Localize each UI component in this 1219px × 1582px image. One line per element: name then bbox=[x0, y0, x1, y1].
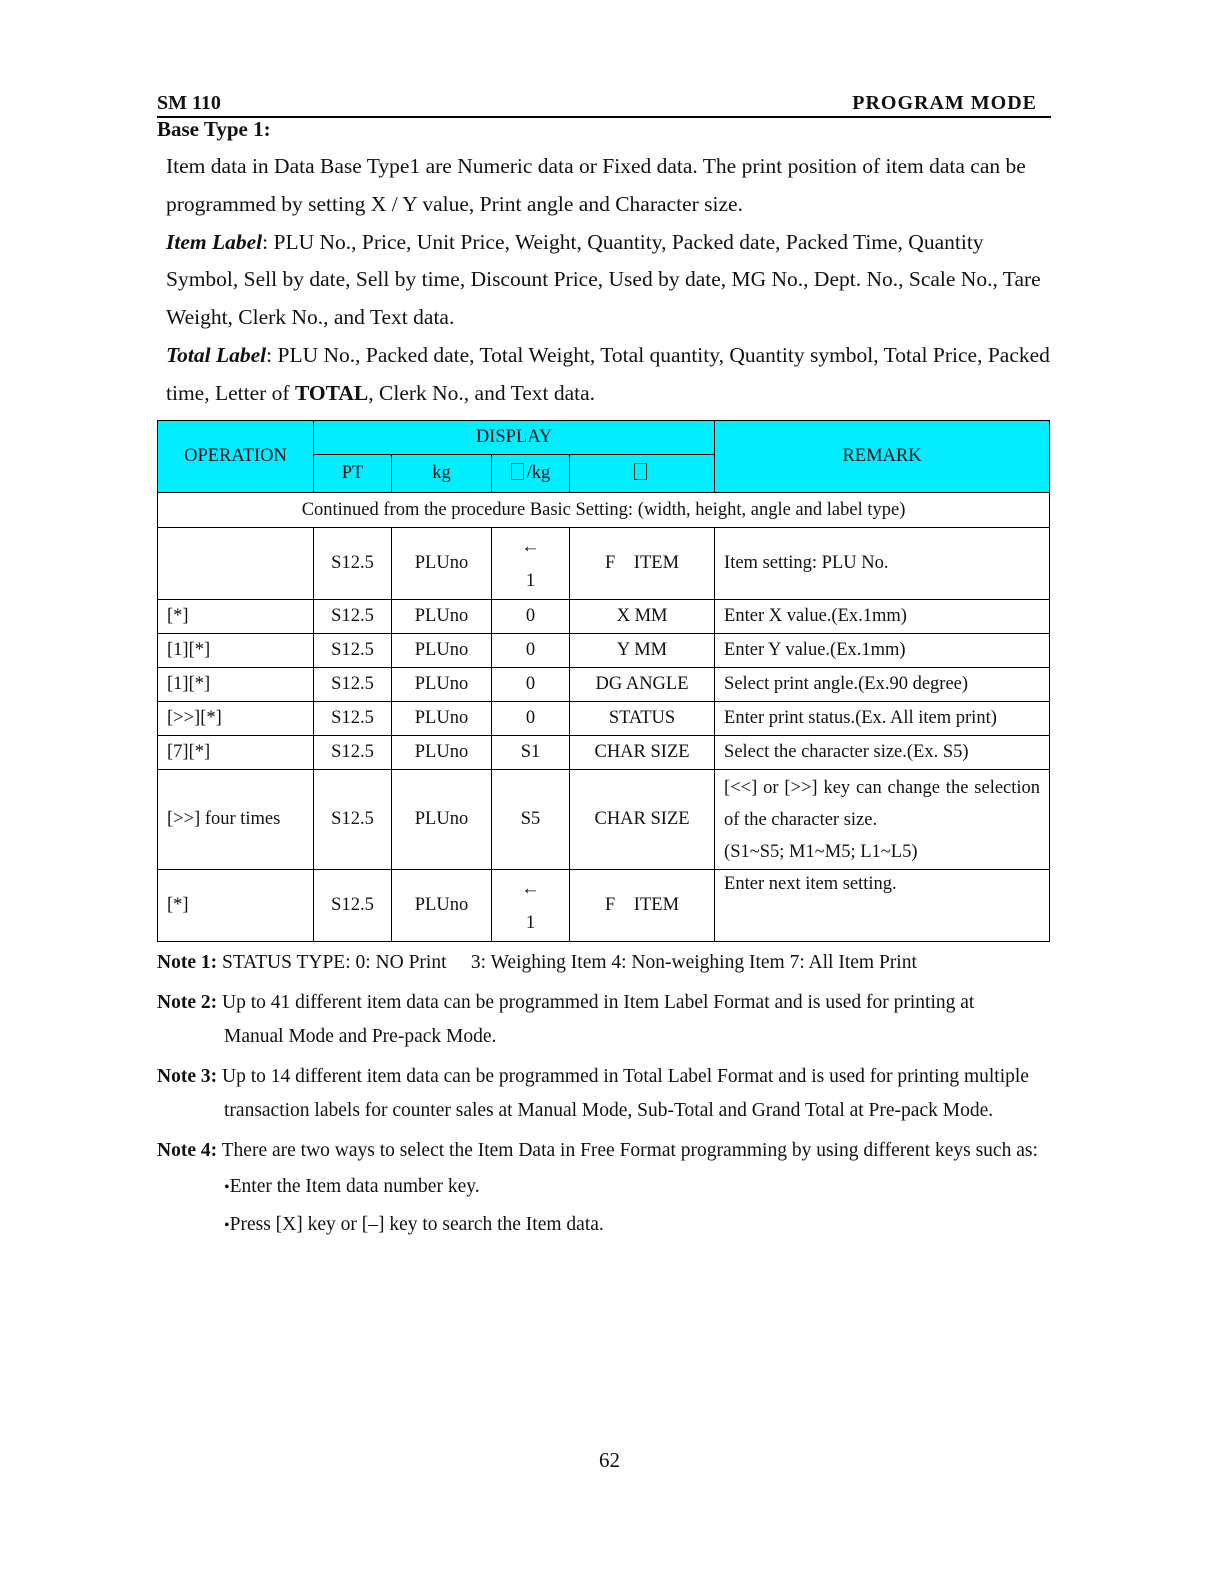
header-display: DISPLAY bbox=[314, 421, 715, 455]
total-label-text: : PLU No., Packed date, Total Weight, Total quantity, Quantity symbol, Total Price, Packed time, Letter of bbox=[166, 342, 1050, 405]
note-1: Note 1: STATUS TYPE: 0: NO Print 3: Weighing Item 4: Non-weighing Item 7: All Item Print bbox=[157, 952, 917, 973]
item-label-paragraph bbox=[166, 224, 1056, 337]
arrow-icon: ← bbox=[521, 536, 540, 557]
total-label-paragraph bbox=[166, 337, 1056, 413]
item-label-title: Item Label bbox=[166, 229, 263, 254]
note-4: Note 4: There are two ways to select the Item Data in Free Format programming by using different keys such as: bbox=[157, 1140, 1038, 1161]
header-section: PROGRAM MODE bbox=[852, 92, 1037, 114]
table-row: [*] S12.5 PLUno ← 1 F ITEM Enter next item setting. bbox=[158, 870, 1050, 942]
bullet-icon: • bbox=[224, 1179, 230, 1196]
bullet-item: •Enter the Item data number key. bbox=[224, 1176, 480, 1197]
arrow-icon: ← bbox=[521, 878, 540, 899]
remark-sizes: (S1~S5; M1~M5; L1~L5) bbox=[724, 841, 918, 862]
continued-row: Continued from the procedure Basic Setting: (width, height, angle and label type) bbox=[158, 493, 1050, 528]
header-model: SM 110 bbox=[157, 92, 221, 114]
page-number: 62 bbox=[599, 1448, 620, 1472]
header-kg: kg bbox=[392, 455, 492, 493]
table-row: [*] S12.5 PLUno 0 X MM Enter X value.(Ex.1mm) bbox=[158, 600, 1050, 634]
running-header bbox=[157, 92, 1051, 118]
table-row: [1][*] S12.5 PLUno 0 Y MM Enter Y value.(Ex.1mm) bbox=[158, 634, 1050, 668]
note-3: Note 3: Up to 14 different item data can be programmed in Total Label Format and is used for printing multiple transaction labels for counter sales at Manual Mode, Sub-Total and Grand Total at Pre-pack Mode. bbox=[157, 1066, 1029, 1121]
remark-text: [<<] or [>>] key can change the selection of the character size. bbox=[724, 777, 1041, 830]
header-pt: PT bbox=[314, 455, 392, 493]
item-label-text: : PLU No., Price, Unit Price, Weight, Quantity, Packed date, Packed Time, Quantity Symbol, Sell by date, Sell by time, Discount Price, Used by date, MG No., Dept. No., Scale No., Tare Weight, Clerk No., and Text data. bbox=[166, 229, 1041, 330]
bullet-item: •Press [X] key or [–] key to search the Item data. bbox=[224, 1214, 604, 1235]
table-row: [1][*] S12.5 PLUno 0 DG ANGLE Select print angle.(Ex.90 degree) bbox=[158, 668, 1050, 702]
table-row: [7][*] S12.5 PLUno S1 CHAR SIZE Select the character size.(Ex. S5) bbox=[158, 736, 1050, 770]
header-per-kg: /kg bbox=[492, 455, 570, 493]
header-operation: OPERATION bbox=[158, 421, 314, 493]
bullet-icon: • bbox=[224, 1217, 230, 1234]
section-title: Base Type 1: bbox=[157, 117, 271, 141]
intro-text bbox=[166, 148, 1056, 413]
note-2: Note 2: Up to 41 different item data can be programmed in Item Label Format and is used for printing at Manual Mode and Pre-pack Mode. bbox=[157, 992, 975, 1047]
table-row: S12.5 PLUno ← 1 F ITEM Item setting: PLU No. bbox=[158, 528, 1050, 600]
currency-box-icon bbox=[634, 463, 647, 480]
total-label-title: Total Label bbox=[166, 342, 267, 367]
total-label-tail: , Clerk No., and Text data. bbox=[368, 380, 596, 405]
table-row: [>>] four times S12.5 PLUno S5 CHAR SIZE [<<] or [>>] key can change the selection of the character size. (S1~S5; M1~M5; L1~L5) bbox=[158, 770, 1050, 870]
currency-box-icon bbox=[511, 463, 524, 480]
intro-paragraph: Item data in Data Base Type1 are Numeric data or Fixed data. The print position of item data can be programmed by setting X / Y value, Print angle and Character size. bbox=[166, 154, 1026, 216]
operation-table bbox=[157, 420, 1050, 942]
notes-section bbox=[157, 946, 1057, 1244]
header-price bbox=[570, 455, 715, 493]
header-remark: REMARK bbox=[715, 421, 1050, 493]
total-word: TOTAL bbox=[294, 380, 369, 405]
table-row: [>>][*] S12.5 PLUno 0 STATUS Enter print status.(Ex. All item print) bbox=[158, 702, 1050, 736]
